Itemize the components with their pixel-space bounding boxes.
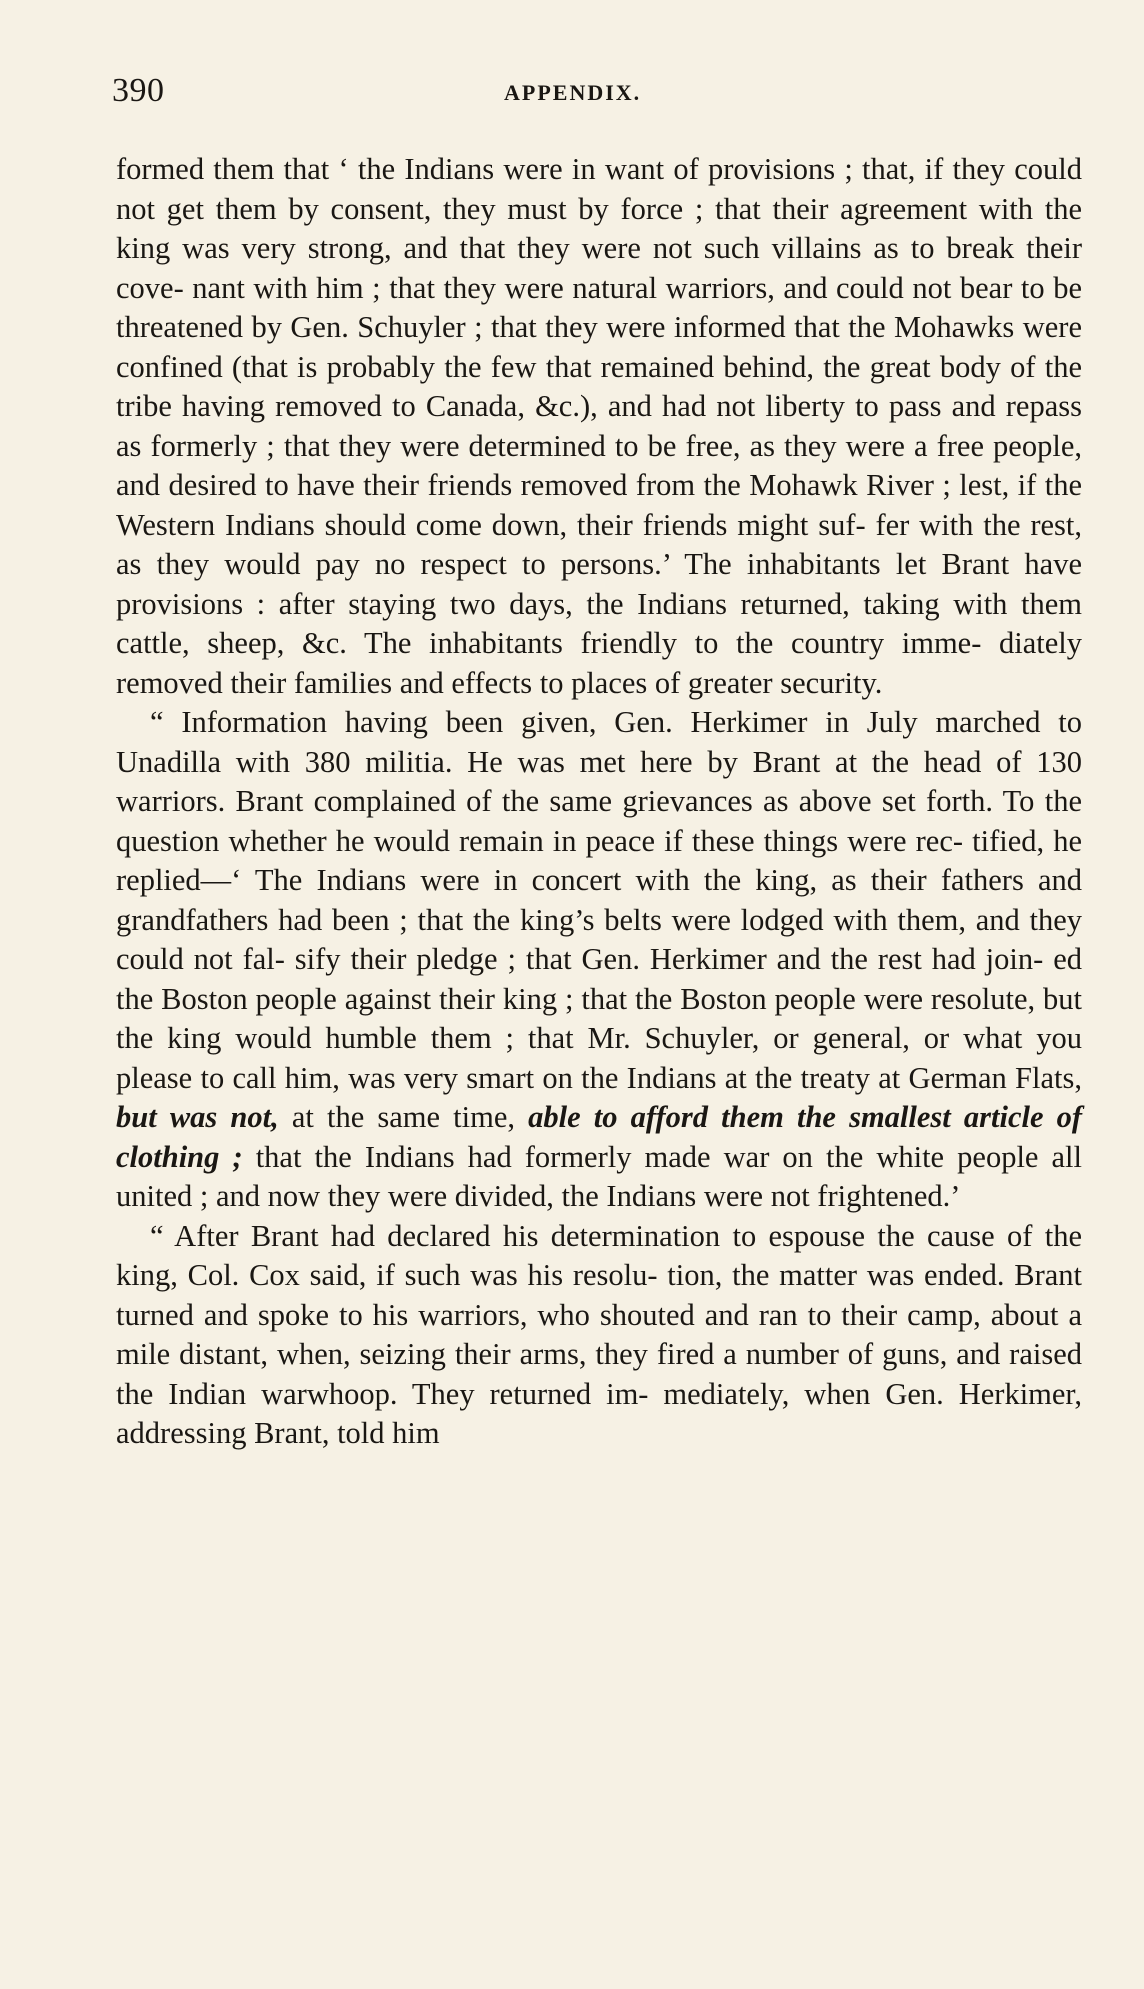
page-number: 390 (112, 72, 165, 109)
paragraph-2-text-c: that the Indians had formerly made war on the white people all united ; and now they were divided, the Indians were not frightened.’ (116, 1139, 1083, 1213)
paragraph-2-text-a: “ Information having been given, Gen. Herkimer in July marched to Unadilla with 380 militia. He was met here by Brant at the head of 130 warriors. Brant complained of the same grievances as above set forth. To the question whether he would remain in peace if these things were rec- tified, he replied—‘ The Indians were in concert with the king, as their fathers and grandfathers had been ; that the king’s belts were lodged with them, and they could not fal- sify their pledge ; that Gen. Herkimer and the rest had join- ed the Boston people against their king ; that the Boston people were resolute, but the king would humble them ; that Mr. Schuyler, or general, or what you please to call him, was very smart on the Indians at the treaty at German Flats, (116, 705, 1082, 1095)
body-text (116, 150, 1082, 1454)
paragraph-2-text-b: at the same time, (291, 1100, 516, 1134)
running-head: APPENDIX. (504, 80, 642, 105)
paragraph-1: formed them that ‘ the Indians were in want of provisions ; that, if they could not get them by consent, they must by force ; that their agreement with the king was very strong, and that they were not such villains as to break their cove- nant with him ; that they were natural warriors, and could not bear to be threatened by Gen. Schuyler ; that they were informed that the Mohawks were confined (that is probably the few that remained behind, the great body of the tribe having removed to Canada, &c.), and had not liberty to pass and repass as formerly ; that they were determined to be free, as they were a free people, and desired to have their friends removed from the Mohawk River ; lest, if the Western Indians should come down, their friends might suf- fer with the rest, as they would pay no respect to persons.’ The inhabitants let Brant have provisions : after staying two days, the Indians returned, taking with them cattle, sheep, &c. The inhabitants friendly to the country imme- diately removed their families and effects to places of greater security. (116, 152, 1082, 700)
page-header (112, 72, 1082, 122)
italic-phrase-1: but was not, (116, 1100, 279, 1134)
italic-phrase-2: able to afford them the smallest article of clothing ; (116, 1100, 1083, 1174)
paragraph-2 (116, 703, 1082, 1217)
paragraph-3: “ After Brant had declared his determination to espouse the cause of the king, Col. Cox said, if such was his resolu- tion, the matter was ended. Brant turned and spoke to his warriors, who shouted and ran to their camp, about a mile distant, when, seizing their arms, they fired a number of guns, and raised the Indian warwhoop. They returned im- mediately, when Gen. Herkimer, addressing Brant, told him (116, 1218, 1082, 1450)
